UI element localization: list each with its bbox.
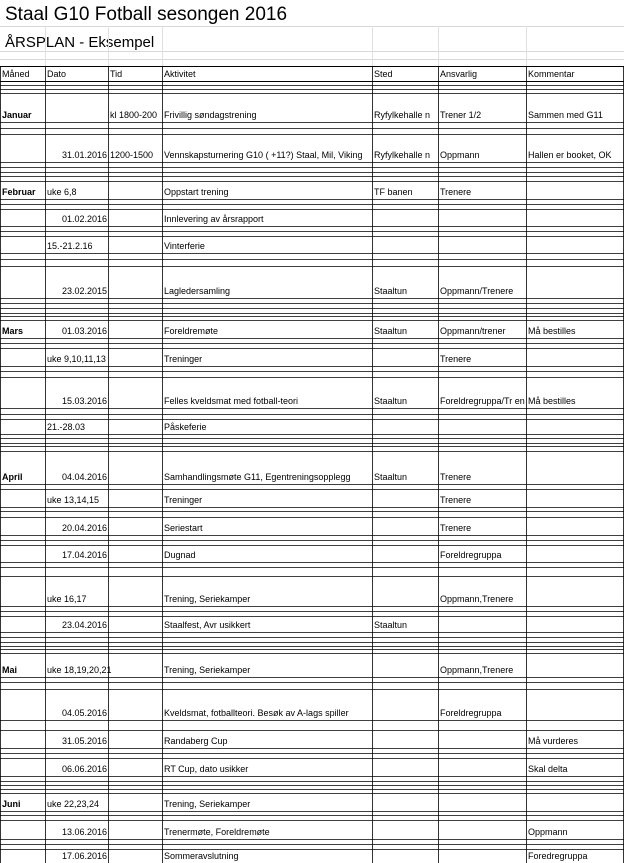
table-cell: 01.02.2016 bbox=[61, 214, 107, 224]
table-cell: 15.03.2016 bbox=[61, 396, 107, 406]
column-header: Dato bbox=[47, 69, 67, 79]
table-cell: Hallen er booket, OK bbox=[528, 150, 612, 160]
table-cell: Foredregruppa bbox=[528, 851, 588, 861]
table-cell: 31.01.2016 bbox=[61, 150, 107, 160]
column-header: Tid bbox=[110, 69, 123, 79]
column-header: Måned bbox=[2, 69, 30, 79]
table-cell: 15.-21.2.16 bbox=[47, 241, 93, 251]
table-cell: Trener 1/2 bbox=[440, 110, 482, 120]
table-cell: Oppmann bbox=[440, 150, 480, 160]
table-cell: Trenere bbox=[440, 472, 472, 482]
page-subtitle: ÅRSPLAN - Eksempel bbox=[5, 34, 155, 51]
table-cell: 13.06.2016 bbox=[61, 827, 107, 837]
table-cell: Innlevering av årsrapport bbox=[164, 214, 264, 224]
table-cell: uke 18,19,20,21 bbox=[47, 665, 112, 675]
table-cell: Må vurderes bbox=[528, 736, 579, 746]
table-cell: Staaltun bbox=[374, 472, 408, 482]
table-cell: Frivillig søndagstrening bbox=[164, 110, 257, 120]
table-cell: Trening, Seriekamper bbox=[164, 799, 251, 809]
table-cell: Samhandlingsmøte G11, Egentreningsopplegg bbox=[164, 472, 351, 482]
month-label: Mars bbox=[2, 326, 24, 336]
table-cell: Trening, Seriekamper bbox=[164, 665, 251, 675]
table-cell: Sammen med G11 bbox=[528, 110, 603, 120]
table-cell: Må bestilles bbox=[528, 396, 576, 406]
table-cell: 20.04.2016 bbox=[61, 523, 107, 533]
table-cell: 01.03.2016 bbox=[61, 326, 107, 336]
table-cell: Oppmann,Trenere bbox=[440, 594, 514, 604]
table-cell: Staaltun bbox=[374, 620, 408, 630]
table-cell: Staaltun bbox=[374, 396, 408, 406]
table-cell: TF banen bbox=[374, 187, 413, 197]
table-cell: Foreldregruppa bbox=[440, 550, 502, 560]
table-cell: Trenere bbox=[440, 523, 472, 533]
month-label: Januar bbox=[2, 110, 32, 120]
table-cell: Seriestart bbox=[164, 523, 203, 533]
table-cell: Kveldsmat, fotballteori. Besøk av A-lags spiller bbox=[164, 708, 349, 718]
month-label: April bbox=[2, 472, 23, 482]
table-cell: 23.02.2015 bbox=[61, 286, 107, 296]
table-cell: Ryfylkehalle n bbox=[374, 110, 431, 120]
table-cell: Vinterferie bbox=[164, 241, 205, 251]
column-header: Ansvarlig bbox=[440, 69, 478, 79]
table-cell: Staalfest, Avr usikkert bbox=[164, 620, 251, 630]
table-cell: Oppmann/Trenere bbox=[440, 286, 514, 296]
table-cell: Oppmann/trener bbox=[440, 326, 506, 336]
table-cell: uke 6,8 bbox=[47, 187, 77, 197]
table-cell: Trenere bbox=[440, 187, 472, 197]
table-cell: Foreldregruppa/Tr en bbox=[440, 396, 525, 406]
table-cell: 04.04.2016 bbox=[61, 472, 107, 482]
table-cell: 17.04.2016 bbox=[61, 550, 107, 560]
table-cell: Oppmann,Trenere bbox=[440, 665, 514, 675]
month-label: Februar bbox=[2, 187, 36, 197]
table-cell: kl 1800-200 bbox=[110, 110, 158, 120]
table-cell: 31.05.2016 bbox=[61, 736, 107, 746]
table-cell: Lagledersamling bbox=[164, 286, 231, 296]
table-cell: Foreldregruppa bbox=[440, 708, 502, 718]
table-cell: Sommeravslutning bbox=[164, 851, 239, 861]
table-cell: uke 13,14,15 bbox=[47, 495, 100, 505]
column-header: Aktivitet bbox=[164, 69, 196, 79]
table-cell: Trenermøte, Foreldremøte bbox=[164, 827, 270, 837]
table-cell: uke 9,10,11,13 bbox=[47, 354, 106, 364]
table-cell: Oppstart trening bbox=[164, 187, 229, 197]
table-cell: 17.06.2016 bbox=[61, 851, 107, 861]
table-cell: Trening, Seriekamper bbox=[164, 594, 251, 604]
table-cell: Treninger bbox=[164, 354, 203, 364]
table-cell: 06.06.2016 bbox=[61, 764, 107, 774]
column-header: Sted bbox=[374, 69, 393, 79]
page-title: Staal G10 Fotball sesongen 2016 bbox=[5, 4, 288, 25]
table-cell: uke 22,23,24 bbox=[47, 799, 100, 809]
table-cell: Randaberg Cup bbox=[164, 736, 228, 746]
table-cell: Ryfylkehalle n bbox=[374, 150, 431, 160]
table-cell: Skal delta bbox=[528, 764, 568, 774]
table-cell: Oppmann bbox=[528, 827, 568, 837]
table-cell: 1200-1500 bbox=[110, 150, 154, 160]
month-label: Juni bbox=[2, 799, 21, 809]
table-cell: Vennskapsturnering G10 ( +11?) Staal, Mil, Viking bbox=[164, 150, 363, 160]
table-cell: uke 16,17 bbox=[47, 594, 87, 604]
table-cell: Må bestilles bbox=[528, 326, 576, 336]
table-cell: Felles kveldsmat med fotball-teori bbox=[164, 396, 299, 406]
month-label: Mai bbox=[2, 665, 18, 675]
table-cell: RT Cup, dato usikker bbox=[164, 764, 249, 774]
table-cell: Foreldremøte bbox=[164, 326, 219, 336]
column-header: Kommentar bbox=[528, 69, 575, 79]
table-cell: Dugnad bbox=[164, 550, 196, 560]
table-cell: 23.04.2016 bbox=[61, 620, 107, 630]
table-cell: Staaltun bbox=[374, 286, 408, 296]
table-cell: Staaltun bbox=[374, 326, 408, 336]
table-cell: Trenere bbox=[440, 495, 472, 505]
table-cell: Påskeferie bbox=[164, 422, 207, 432]
table-cell: Trenere bbox=[440, 354, 472, 364]
table-cell: Treninger bbox=[164, 495, 203, 505]
table-cell: 21.-28.03 bbox=[47, 422, 86, 432]
table-cell: 04.05.2016 bbox=[61, 708, 107, 718]
